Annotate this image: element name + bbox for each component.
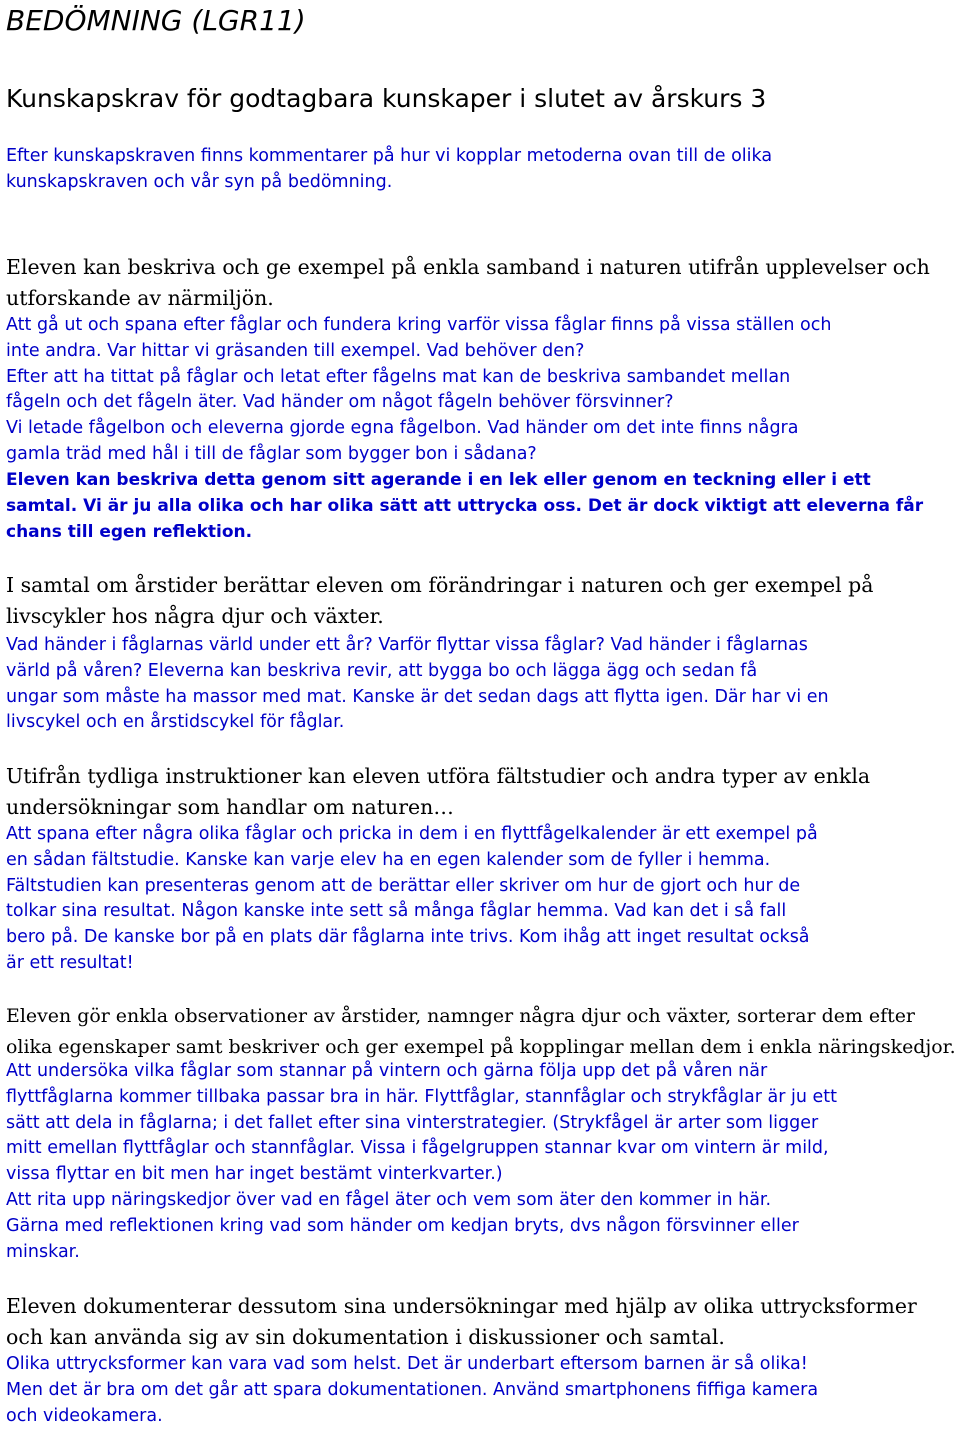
text-line: olika egenskaper samt beskriver och ger exempel på kopplingar mellan dem i enkla näringskedjor. [6, 1035, 956, 1058]
page-subtitle: Kunskapskrav för godtagbara kunskaper i slutet av årskurs 3 [6, 84, 767, 113]
text-line: Att spana efter några olika fåglar och pricka in dem i en flyttfågelkalender är ett exempel på [6, 824, 818, 844]
text-line: chans till egen reflektion. [6, 521, 253, 542]
text-line: Att gå ut och spana efter fåglar och fundera kring varför vissa fåglar finns på vissa ställen och [6, 315, 832, 335]
text-line: Eleven dokumenterar dessutom sina undersökningar med hjälp av olika uttrycksformer [6, 1294, 917, 1318]
text-line: Efter kunskapskraven finns kommentarer på hur vi kopplar metoderna ovan till de olika [6, 146, 773, 166]
criterion-paragraph [6, 761, 870, 822]
criterion-paragraph [6, 252, 930, 313]
text-line: tolkar sina resultat. Någon kanske inte sett så många fåglar hemma. Vad kan det i så fall [6, 901, 787, 922]
text-line: Eleven gör enkla observationer av årstider, namnger några djur och växter, sorterar dem efter [6, 1005, 915, 1027]
text-line: kunskapskraven och vår syn på bedömning. [6, 171, 393, 192]
text-line: Eleven kan beskriva detta genom sitt agerande i en lek eller genom en teckning eller i ett [6, 470, 871, 490]
text-line: Att undersöka vilka fåglar som stannar på vintern och gärna följa upp det på våren när [6, 1061, 768, 1081]
text-line: I samtal om årstider berättar eleven om förändringar i naturen och ger exempel på [6, 573, 874, 597]
page-title: BEDÖMNING (LGR11) [6, 4, 306, 37]
comment-paragraph [6, 313, 831, 468]
text-line: och videokamera. [6, 1405, 163, 1426]
comment-paragraph [6, 1059, 837, 1265]
text-line: mitt emellan flyttfåglar och stannfåglar. Vissa i fågelgruppen stannar kvar om vintern är mild, [6, 1138, 829, 1159]
text-line: Fältstudien kan presenteras genom att de berättar eller skriver om hur de gjort och hur de [6, 875, 801, 896]
text-line: livscykel och en årstidscykel för fåglar. [6, 712, 345, 733]
text-line: Men det är bra om det går att spara dokumentationen. Använd smartphonens fiffiga kamera [6, 1379, 819, 1400]
text-line: sätt att dela in fåglarna; i det fallet efter sina vinterstrategier. (Strykfågel är arter som ligger [6, 1112, 819, 1133]
text-line: minskar. [6, 1241, 80, 1262]
criterion-paragraph [6, 570, 874, 631]
text-line: utforskande av närmiljön. [6, 285, 274, 310]
intro-paragraph [6, 144, 772, 196]
comment-paragraph [6, 633, 829, 736]
emphasis-paragraph [6, 468, 923, 545]
comment-paragraph [6, 1352, 818, 1429]
text-line: flyttfåglarna kommer tillbaka passar bra in här. Flyttfåglar, stannfåglar och strykfåglar är ju ett [6, 1086, 837, 1107]
text-line: livscykler hos några djur och växter. [6, 603, 384, 628]
text-line: värld på våren? Eleverna kan beskriva revir, att bygga bo och lägga ägg och sedan få [6, 660, 758, 681]
criterion-paragraph [6, 1001, 956, 1062]
text-line: Vad händer i fåglarnas värld under ett år? Varför flyttar vissa fåglar? Vad händer i fåglarnas [6, 635, 808, 655]
text-line: bero på. De kanske bor på en plats där fåglarna inte trivs. Kom ihåg att inget resultat också [6, 927, 810, 948]
text-line: undersökningar som handlar om naturen… [6, 794, 454, 819]
text-line: Utifrån tydliga instruktioner kan eleven utföra fältstudier och andra typer av enkla [6, 764, 871, 788]
text-line: Eleven kan beskriva och ge exempel på enkla samband i naturen utifrån upplevelser och [6, 255, 930, 279]
comment-paragraph [6, 822, 818, 977]
text-line: fågeln och det fågeln äter. Vad händer om något fågeln behöver försvinner? [6, 392, 674, 413]
criterion-paragraph [6, 1291, 917, 1352]
text-line: vissa flyttar en bit men har inget bestämt vinterkvarter.) [6, 1164, 503, 1185]
text-line: är ett resultat! [6, 952, 134, 973]
text-line: Olika uttrycksformer kan vara vad som helst. Det är underbart eftersom barnen är så olika! [6, 1354, 808, 1374]
text-line: Efter att ha tittat på fåglar och letat efter fågelns mat kan de beskriva sambandet mellan [6, 366, 791, 387]
text-line: Vi letade fågelbon och eleverna gjorde egna fågelbon. Vad händer om det inte finns några [6, 418, 799, 439]
text-line: och kan använda sig av sin dokumentation i diskussioner och samtal. [6, 1324, 725, 1349]
text-line: en sådan fältstudie. Kanske kan varje elev ha en egen kalender som de fyller i hemma. [6, 849, 771, 870]
text-line: samtal. Vi är ju alla olika och har olika sätt att uttrycka oss. Det är dock viktigt att eleverna får [6, 495, 924, 516]
text-line: Att rita upp näringskedjor över vad en fågel äter och vem som äter den kommer in här. [6, 1189, 772, 1210]
text-line: ungar som måste ha massor med mat. Kanske är det sedan dags att flytta igen. Där har vi en [6, 686, 829, 707]
text-line: Gärna med reflektionen kring vad som händer om kedjan bryts, dvs någon försvinner eller [6, 1215, 799, 1236]
text-line: gamla träd med hål i till de fåglar som bygger bon i sådana? [6, 443, 537, 464]
text-line: inte andra. Var hittar vi gräsanden till exempel. Vad behöver den? [6, 340, 585, 361]
